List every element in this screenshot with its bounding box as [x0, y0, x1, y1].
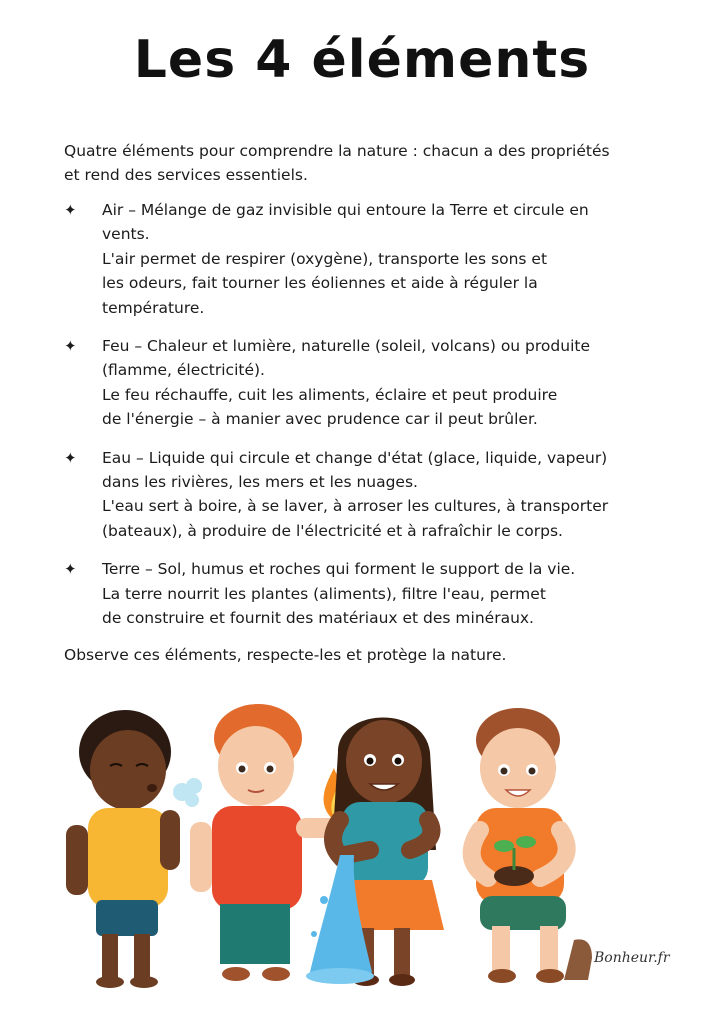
intro-paragraph	[64, 139, 674, 187]
item-line: Le feu réchauffe, cuit les aliments, éclaire et peut produire	[102, 385, 558, 404]
wind-puff-icon	[173, 778, 202, 807]
item-line: Feu – Chaleur et lumière, naturelle (soleil, volcans) ou produite	[102, 337, 590, 356]
intro-line: et rend des services essentiels.	[64, 166, 308, 184]
children-illustration	[40, 690, 680, 1010]
item-line: dans les rivières, les mers et les nuages.	[102, 473, 418, 492]
item-line: Terre – Sol, humus et roches qui forment le support de la vie.	[102, 560, 576, 579]
four-point-star-icon: ✦	[64, 337, 77, 356]
outro-paragraph: Observe ces éléments, respecte-les et protège la nature.	[64, 646, 507, 664]
item-line: Eau – Liquide qui circule et change d'état (glace, liquide, vapeur)	[102, 448, 608, 467]
item-line: température.	[102, 298, 205, 317]
child-air-figure	[66, 710, 202, 988]
item-line: La terre nourrit les plantes (aliments), filtre l'eau, permet	[102, 584, 546, 603]
elements-list	[64, 198, 684, 631]
item-line: Air – Mélange de gaz invisible qui entoure la Terre et circule en	[102, 201, 589, 219]
child-earth-figure	[472, 708, 592, 983]
four-point-star-icon: ✦	[64, 560, 77, 579]
item-line: L'air permet de respirer (oxygène), transporte les sons et	[102, 249, 548, 268]
intro-line: Quatre éléments pour comprendre la nature : chacun a des propriétés	[64, 142, 610, 160]
page-title: Les 4 éléments	[133, 30, 591, 90]
item-line: de l'énergie – à manier avec prudence car il peut brûler.	[102, 410, 538, 429]
signature-logo: Bonheur.fr	[594, 950, 670, 966]
list-item-eau	[64, 446, 684, 544]
four-point-star-icon: ✦	[64, 201, 77, 219]
item-line: (bateaux), à produire de l'électricité et à rafraîchir le corps.	[102, 521, 563, 540]
list-item-feu	[64, 334, 684, 432]
four-point-star-icon: ✦	[64, 448, 77, 467]
item-line: L'eau sert à boire, à se laver, à arroser les cultures, à transporter	[102, 497, 609, 516]
item-line: vents.	[102, 225, 150, 244]
item-line: (flamme, électricité).	[102, 361, 265, 380]
item-line: de construire et fournit des matériaux et des minéraux.	[102, 609, 534, 628]
item-line: les odeurs, fait tourner les éoliennes et aide à réguler la	[102, 274, 538, 293]
list-item-terre	[64, 557, 684, 630]
child-water-figure	[306, 717, 444, 986]
list-item-air	[64, 198, 684, 320]
